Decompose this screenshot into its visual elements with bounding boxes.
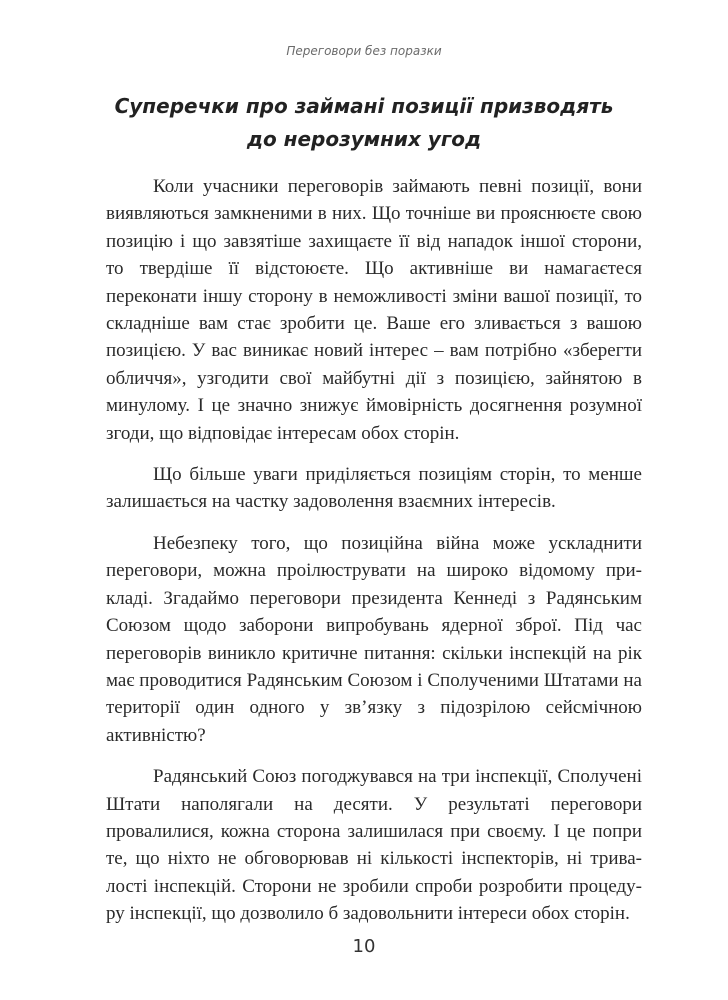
body-text: [106, 173, 642, 942]
section-title-line-2: до нерозумних угод: [246, 127, 482, 151]
paragraph-1: Коли учасники переговорів займають певні позиції, вони виявляються замкненими в них. Що точніше ви прояснюєте свою позицію і що завзятіше захищаєте її від нападок іншої сторони, то твердіше її відстоюєте. Що активніше ви намагаєтеся переконати іншу сторону в неможливості зміни вашої позиції, то складніше вам стає зробити це. Ваше его зливається з вашою позицією. У вас виникає новий інтерес – вам потрібно «зберегти обличчя», узгодити свої майбутні дії з позицією, зайнятою в минулому. І це значно знижує ймовірність досягнення розумної згоди, що відповідає інтересам обох сторін.: [106, 176, 642, 444]
running-header: Переговори без поразки: [286, 44, 442, 58]
section-title: [60, 90, 668, 156]
paragraph-2: Що більше уваги приділяється позиціям сторін, то менше залишається на частку задоволення взаємних інтересів.: [106, 464, 642, 513]
paragraph-3: Небезпеку того, що позиційна війна може ускладнити переговори, можна проілюструвати на широко відомому прикладі. Згадаймо переговори президента Кеннеді з Радянським Союзом щодо заборони випробувань ядерної зброї. Під час переговорів виникло критичне питання: скільки інспекцій на рік має проводитися Радянським Союзом і Сполученими Штатами на території один одного у зв’язку з підозрілою сейсмічною активністю?: [106, 532, 642, 746]
paragraph-4: Радянський Союз погоджувався на три інспекції, Сполучені Штати наполягали на десяти. У результаті переговори провалилися, кожна сторона залишилася при своєму. І це попри те, що ніхто не обговорював ні кількості інспекторів, ні тривалості інспекцій. Сторони не зробили спроби розробити процедуру інспекції, що дозволило б задовольнити інтереси обох сторін.: [106, 766, 642, 925]
section-title-line-1: Суперечки про займані позиції призводять: [114, 94, 614, 118]
page-number: 10: [352, 936, 376, 957]
